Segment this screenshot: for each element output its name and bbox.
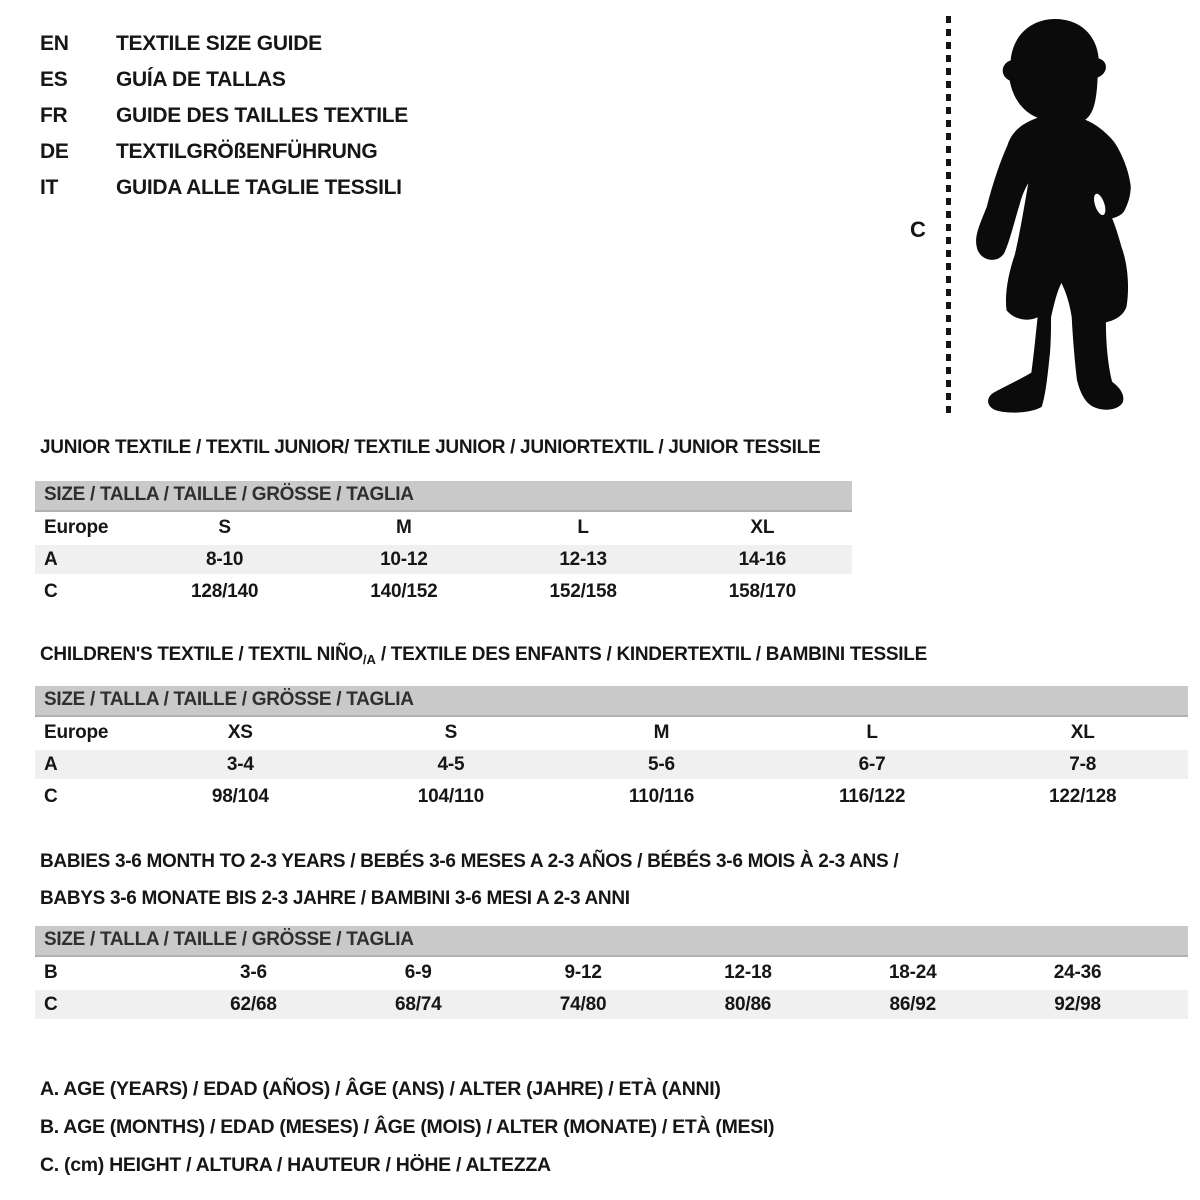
table-cell: 152/158 [549,581,617,602]
table-row [35,512,852,543]
size-table-header: SIZE / TALLA / TAILLE / GRÖSSE / TAGLIA [35,926,1188,957]
language-list [40,26,408,206]
legend-line-b: B. AGE (MONTHS) / EDAD (MESES) / ÂGE (MOIS) / ALTER (MONATE) / ETÀ (MESI) [40,1116,775,1138]
table-cell: 18-24 [888,962,937,983]
language-code: ES [40,68,68,91]
junior-section-title: JUNIOR TEXTILE / TEXTIL JUNIOR/ TEXTILE JUNIOR / JUNIORTEXTIL / JUNIOR TESSILE [40,437,821,458]
height-measure-label: C [910,217,926,242]
table-cell: S [218,517,231,538]
babies-title-line2: BABYS 3-6 MONATE BIS 2-3 JAHRE / BAMBINI 3-6 MESI A 2-3 ANNI [40,888,630,909]
size-table-header: SIZE / TALLA / TAILLE / GRÖSSE / TAGLIA [35,686,1188,717]
table-cell: 140/152 [370,581,438,602]
language-code: FR [40,104,68,127]
table-cell: M [653,722,670,743]
table-cell: L [866,722,878,743]
table-cell: 8-10 [206,549,244,570]
table-cell: 128/140 [190,581,259,602]
table-cell: 3-6 [239,962,267,983]
toddler-silhouette-icon [962,13,1138,416]
legend-line-c: C. (cm) HEIGHT / ALTURA / HAUTEUR / HÖHE / ALTEZZA [40,1154,551,1176]
language-code: EN [40,32,69,55]
language-label: GUIDA ALLE TAGLIE TESSILI [116,176,402,199]
table-row [35,717,1188,748]
table-cell: 116/122 [838,786,906,807]
children-size-table [35,686,1188,812]
junior-size-table [35,481,852,607]
table-cell: 98/104 [211,786,269,807]
table-cell: M [396,517,412,538]
table-cell: 110/116 [628,786,695,807]
table-cell: L [577,517,589,538]
table-cell: 3-4 [226,754,254,775]
table-row [35,957,1188,988]
row-label: Europe [44,517,109,538]
legend-line-a: A. AGE (YEARS) / EDAD (AÑOS) / ÂGE (ANS) / ALTER (JAHRE) / ETÀ (ANNI) [40,1078,721,1100]
table-row [35,990,1188,1019]
row-label: C [44,786,58,807]
language-row-es [40,62,408,98]
language-label: GUIDE DES TAILLES TEXTILE [116,104,408,127]
size-table-header: SIZE / TALLA / TAILLE / GRÖSSE / TAGLIA [35,481,852,512]
table-cell: S [444,722,458,743]
table-cell: 92/98 [1054,994,1101,1015]
table-cell: XS [227,722,253,743]
table-cell: 6-7 [858,754,886,775]
table-cell: 158/170 [728,581,797,602]
row-label: Europe [44,722,109,743]
row-label: A [44,754,58,775]
table-cell: 68/74 [394,994,442,1015]
children-title-prefix: CHILDREN'S TEXTILE / TEXTIL NIÑO [40,644,363,665]
language-row-it [40,170,408,206]
children-section-title [40,644,927,667]
table-cell: 80/86 [724,994,772,1015]
row-label: A [44,549,58,570]
table-cell: 5-6 [648,754,675,775]
language-label: GUÍA DE TALLAS [116,68,286,91]
babies-size-table [35,926,1188,1021]
row-label: C [44,581,58,602]
table-row [35,545,852,574]
table-cell: 122/128 [1049,786,1117,807]
language-row-de [40,134,408,170]
table-cell: 86/92 [889,994,936,1015]
language-label: TEXTILGRÖßENFÜHRUNG [116,140,378,163]
language-code: DE [40,140,69,163]
table-cell: 14-16 [738,549,787,570]
row-label: C [44,994,58,1015]
language-row-fr [40,98,408,134]
table-row [35,750,1188,779]
children-title-suffix: / TEXTILE DES ENFANTS / KINDERTEXTIL / BAMBINI TESSILE [375,644,927,665]
row-label: B [44,962,58,983]
language-row-en [40,26,408,62]
table-cell: 104/110 [417,786,484,807]
table-cell: 4-5 [437,754,465,775]
table-row [35,781,1188,812]
table-cell: 6-9 [404,962,432,983]
table-cell: 62/68 [230,994,277,1015]
table-cell: 9-12 [564,962,602,983]
table-cell: 12-18 [724,962,772,983]
table-cell: XL [1070,722,1095,743]
table-row [35,576,852,607]
table-cell: 12-13 [559,549,607,570]
table-cell: 24-36 [1053,962,1102,983]
table-cell: XL [750,517,775,538]
language-code: IT [40,176,59,199]
babies-title-line1: BABIES 3-6 MONTH TO 2-3 YEARS / BEBÉS 3-6 MESES A 2-3 AÑOS / BÉBÉS 3-6 MOIS À 2-3 ANS / [40,851,899,872]
height-measure-line [946,16,951,418]
table-cell: 7-8 [1069,754,1097,775]
babies-section-title [40,843,898,917]
language-label: TEXTILE SIZE GUIDE [116,32,322,55]
legend [40,1070,774,1184]
children-title-subscript: /A [362,652,376,667]
table-cell: 10-12 [380,549,428,570]
table-cell: 74/80 [559,994,607,1015]
